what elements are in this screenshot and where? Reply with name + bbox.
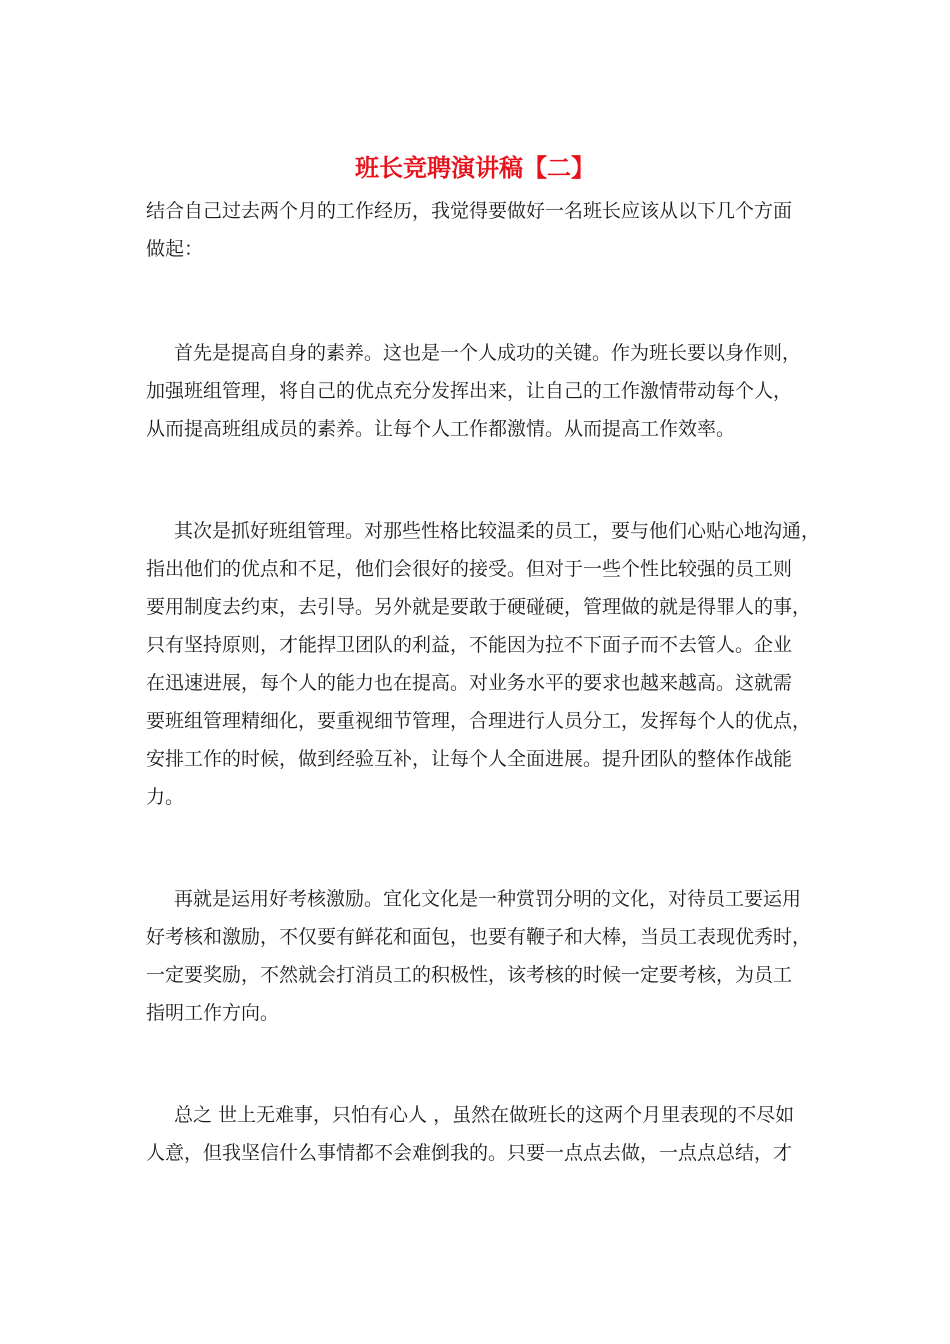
paragraph4-line-2: 人意，但我坚信什么事情都不会难倒我的。只要一点点去做，一点点总结，才 [146,1142,793,1164]
intro-line-2: 做起： [146,238,204,260]
paragraph1-line-1: 首先是提高自身的素养。这也是一个人成功的关键。作为班长要以身作则， [174,342,802,364]
paragraph3-line-4: 指明工作方向。 [146,1002,280,1024]
paragraph2-line-3: 要用制度去约束，去引导。另外就是要敢于硬碰硬，管理做的就是得罪人的事， [146,596,812,618]
paragraph2-line-4: 只有坚持原则，才能捍卫团队的利益，不能因为拉不下面子而不去管人。企业 [146,634,793,656]
paragraph2-line-5: 在迅速进展，每个人的能力也在提高。对业务水平的要求也越来越高。这就需 [146,672,793,694]
paragraph4-line-1: 总之 世上无难事，只怕有心人 ，虽然在做班长的这两个月里表现的不尽如 [174,1104,795,1126]
paragraph2-line-8: 力。 [146,786,185,808]
paragraph3-line-2: 好考核和激励，不仅要有鲜花和面包，也要有鞭子和大棒，当员工表现优秀时， [146,926,812,948]
paragraph2-line-6: 要班组管理精细化，要重视细节管理，合理进行人员分工，发挥每个人的优点， [146,710,812,732]
paragraph2-line-2: 指出他们的优点和不足，他们会很好的接受。但对于一些个性比较强的员工则 [146,558,793,580]
paragraph2-line-7: 安排工作的时候，做到经验互补，让每个人全面进展。提升团队的整体作战能 [146,748,793,770]
paragraph1-line-2: 加强班组管理，将自己的优点充分发挥出来，让自己的工作激情带动每个人， [146,380,793,402]
paragraph3-line-1: 再就是运用好考核激励。宜化文化是一种赏罚分明的文化，对待员工要运用 [174,888,802,910]
document-title: 班长竞聘演讲稿【二】 [355,153,595,182]
paragraph2-line-1: 其次是抓好班组管理。对那些性格比较温柔的员工，要与他们心贴心地沟通， [174,520,821,542]
paragraph1-line-3: 从而提高班组成员的素养。让每个人工作都激情。从而提高工作效率。 [146,418,736,440]
paragraph3-line-3: 一定要奖励，不然就会打消员工的积极性，该考核的时候一定要考核，为员工 [146,964,793,986]
intro-line-1: 结合自己过去两个月的工作经历，我觉得要做好一名班长应该从以下几个方面 [146,200,793,222]
